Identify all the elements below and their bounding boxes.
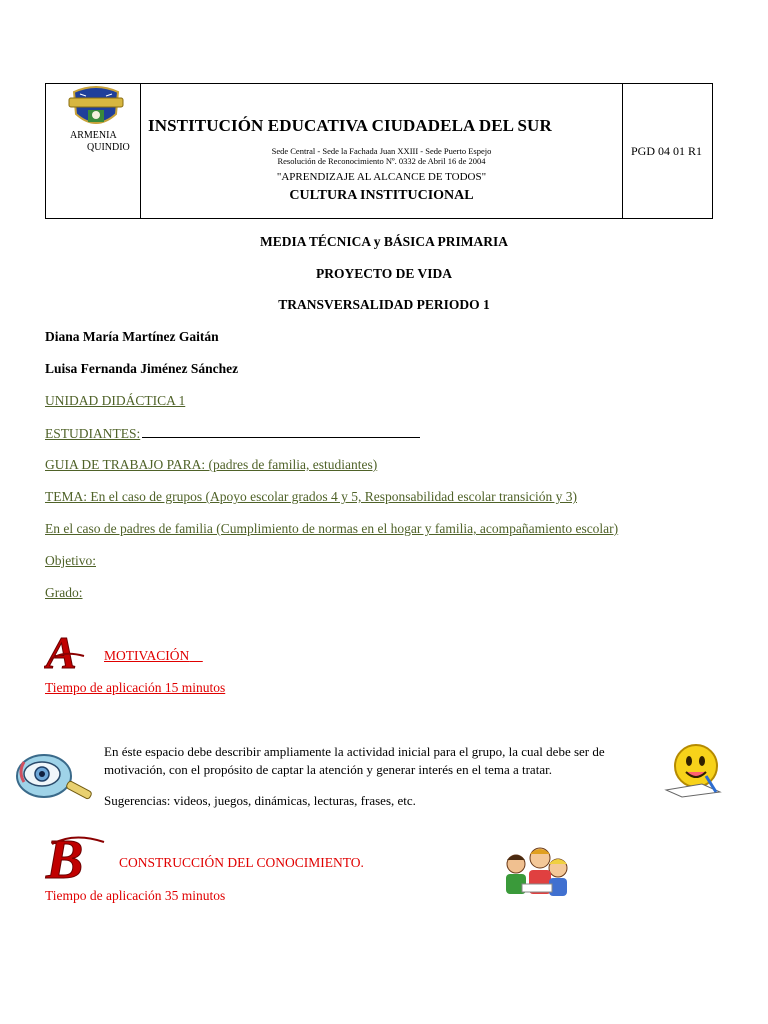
padres-line: En el caso de padres de familia (Cumplimiento de normas en el hogar y familia, acompañamiento escolar) <box>45 521 619 536</box>
title-proyecto-vida: PROYECTO DE VIDA <box>315 266 453 281</box>
construccion-title: CONSTRUCCIÓN DEL CONOCIMIENTO. <box>119 855 364 870</box>
header-code-cell <box>623 84 712 218</box>
estudiantes-blank <box>142 426 420 438</box>
objetivo-label: Objetivo: <box>45 553 96 568</box>
section-title: CULTURA INSTITUCIONAL <box>289 188 474 203</box>
header-table <box>45 83 713 219</box>
title-transversalidad: TRANSVERSALIDAD PERIODO 1 <box>278 297 490 312</box>
guia-trabajo: GUIA DE TRABAJO PARA: (padres de familia, estudiantes) <box>45 457 378 472</box>
construccion-time: Tiempo de aplicación 35 minutos <box>45 888 226 903</box>
city-label: ARMENIA <box>70 130 117 141</box>
department-label: QUINDIO <box>87 142 130 153</box>
author-2: Luisa Fernanda Jiménez Sánchez <box>45 361 239 376</box>
institution-name: INSTITUCIÓN EDUCATIVA CIUDADELA DEL SUR <box>148 116 552 135</box>
estudiantes-field <box>45 426 420 442</box>
motivacion-time: Tiempo de aplicación 15 minutos <box>45 680 226 695</box>
smiley-writing-icon <box>662 742 724 798</box>
motivacion-description: En éste espacio debe describir ampliamente la actividad inicial para el grupo, la cual debe ser de motivación, con el propósito de captar la atención y generar interés en el tema a tratar. <box>104 744 605 777</box>
tema-line: TEMA: En el caso de grupos (Apoyo escolar grados 4 y 5, Responsabilidad escolar transición y 3) <box>45 489 577 504</box>
drop-letter-a-icon <box>44 630 96 674</box>
school-crest-icon <box>66 84 126 134</box>
header-logo-cell <box>46 84 141 218</box>
header-title-cell <box>141 84 623 218</box>
drop-letter-b-icon <box>44 830 112 886</box>
sedes-line: Sede Central - Sede la Fachada Juan XXIII - Sede Puerto Espejo <box>271 146 492 156</box>
motivacion-title: MOTIVACIÓN <box>104 648 190 663</box>
magnifier-eye-icon <box>14 748 98 806</box>
title-media-tecnica: MEDIA TÉCNICA y BÁSICA PRIMARIA <box>259 234 509 249</box>
drop-letter-a: A <box>46 630 77 674</box>
motivacion-suggestions: Sugerencias: videos, juegos, dinámicas, lecturas, frases, etc. <box>104 793 416 808</box>
document-code: PGD 04 01 R1 <box>631 144 703 158</box>
drop-letter-b: B <box>46 830 84 886</box>
unidad-didactica: UNIDAD DIDÁCTICA 1 <box>45 393 186 408</box>
estudiantes-label: ESTUDIANTES: <box>45 426 141 441</box>
grado-label: Grado: <box>45 585 83 600</box>
author-1: Diana María Martínez Gaitán <box>45 329 219 344</box>
children-group-icon <box>502 844 570 898</box>
motto-line: "APRENDIZAJE AL ALCANCE DE TODOS" <box>276 171 487 183</box>
resolution-line: Resolución de Reconocimiento Nº. 0332 de Abril 16 de 2004 <box>277 156 486 166</box>
